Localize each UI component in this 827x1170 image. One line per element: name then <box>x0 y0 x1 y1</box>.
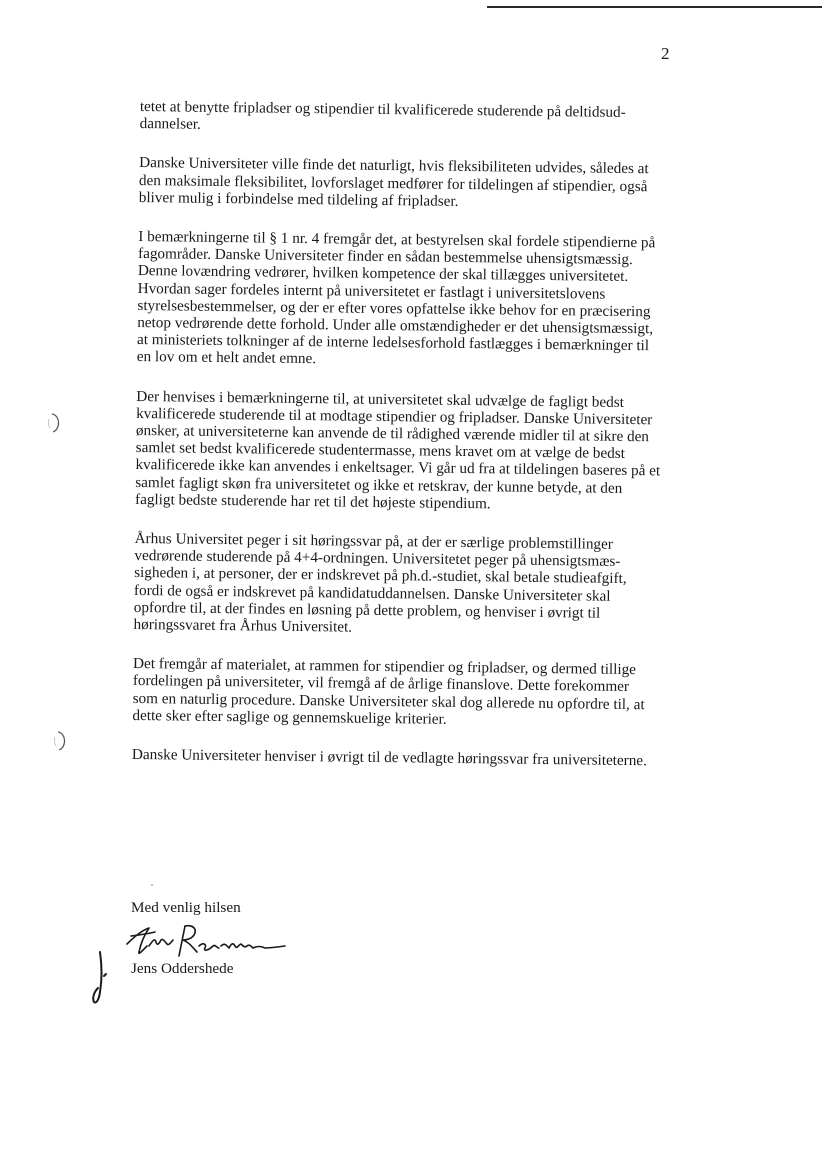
paragraph: tetet at benytte fripladser og stipendier til kvalificerede studerende på deltidsuddannelser. <box>139 98 626 133</box>
scan-speck <box>151 884 153 886</box>
letter-body <box>132 98 665 792</box>
page-number: 2 <box>661 44 670 63</box>
top-rule <box>487 6 822 8</box>
paragraph: Det fremgår af materialet, at rammen for stipendier og fripladser, og dermed tillige fordelingen på universiteter, vil fremgå af de årlige finanslove. Dette forekommer som en naturlig procedure. Danske Universiteter skal dog allerede nu opfordre til, at dette sker efter saglige og gennemskuelige kriterier. <box>132 655 645 728</box>
paragraph: Der henvises i bemærkningerne til, at universitetet skal udvælge de fagligt bedst kvalificerede studerende til at modtage stipendier og fripladser. Danske Universiteter ønsker, at universiteterne kan anvende de til rådighed værende midler til at sikre den samlet set bedst kvalificerede studentermasse, mens kravet om at vælge de bedst kvalificerede ikke kan anvendes i enkeltsager. Vi går ud fra at tildelingen baseres på et samlet fagligt skøn fra universitetet og ikke et retskrav, der kunne betyde, at den fagligt bedste studerende har ret til det højeste stipendium. <box>134 387 661 513</box>
paragraph: Århus Universitet peger i sit høringssvar på, at der er særlige problemstillinger vedrørende studerende på 4+4-ordningen. Universitetet peger på uhensigtsmæssigheden i, at personer, der er indskrevet på ph.d.-studiet, skal betale studieafgift, fordi de også er indskrevet på kandidatuddannelsen. Danske Universiteter skal opfordre til, at der findes en løsning på dette problem, og henviser i øvrigt til høringssvaret fra Århus Universitet. <box>133 530 627 636</box>
paragraph: I bemærkningerne til § 1 nr. 4 fremgår det, at bestyrelsen skal fordele stipendierne på fagområder. Danske Universiteter finder en sådan bestemmelse uhensigtsmæssig. Denne lovændring vedrører, hvilken kompetence der skal tillægges universitetet. Hvordan sager fordeles internt på universitetet er fastlagt i universitetslovens styrelsesbestemmelser, og der er efter vores opfattelse ikke behov for en præcisering netop vedrørende dette forhold. Under alle omstændigheder er det uhensigtsmæssigt, at ministeriets tolkninger af de interne ledelsesforhold fastlægges i bemærkninger til en lov om et helt andet emne. <box>136 228 656 368</box>
paragraph: Danske Universiteter henviser i øvrigt til de vedlagte høringssvar fra universiteterne. <box>131 746 647 770</box>
signatory-name: Jens Oddershede <box>131 960 234 977</box>
closing-salutation: Med venlig hilsen <box>131 899 241 916</box>
paragraph: Danske Universiteter ville finde det naturligt, hvis fleksibiliteten udvides, således at den maksimale fleksibilitet, lovforslaget medfører for tildelingen af stipendier, også bliver mulig i forbindelse med tildeling af fripladser. <box>138 154 649 210</box>
punch-hole-mark <box>50 729 72 753</box>
handwritten-initial <box>84 946 118 1008</box>
punch-hole-mark <box>44 411 66 435</box>
